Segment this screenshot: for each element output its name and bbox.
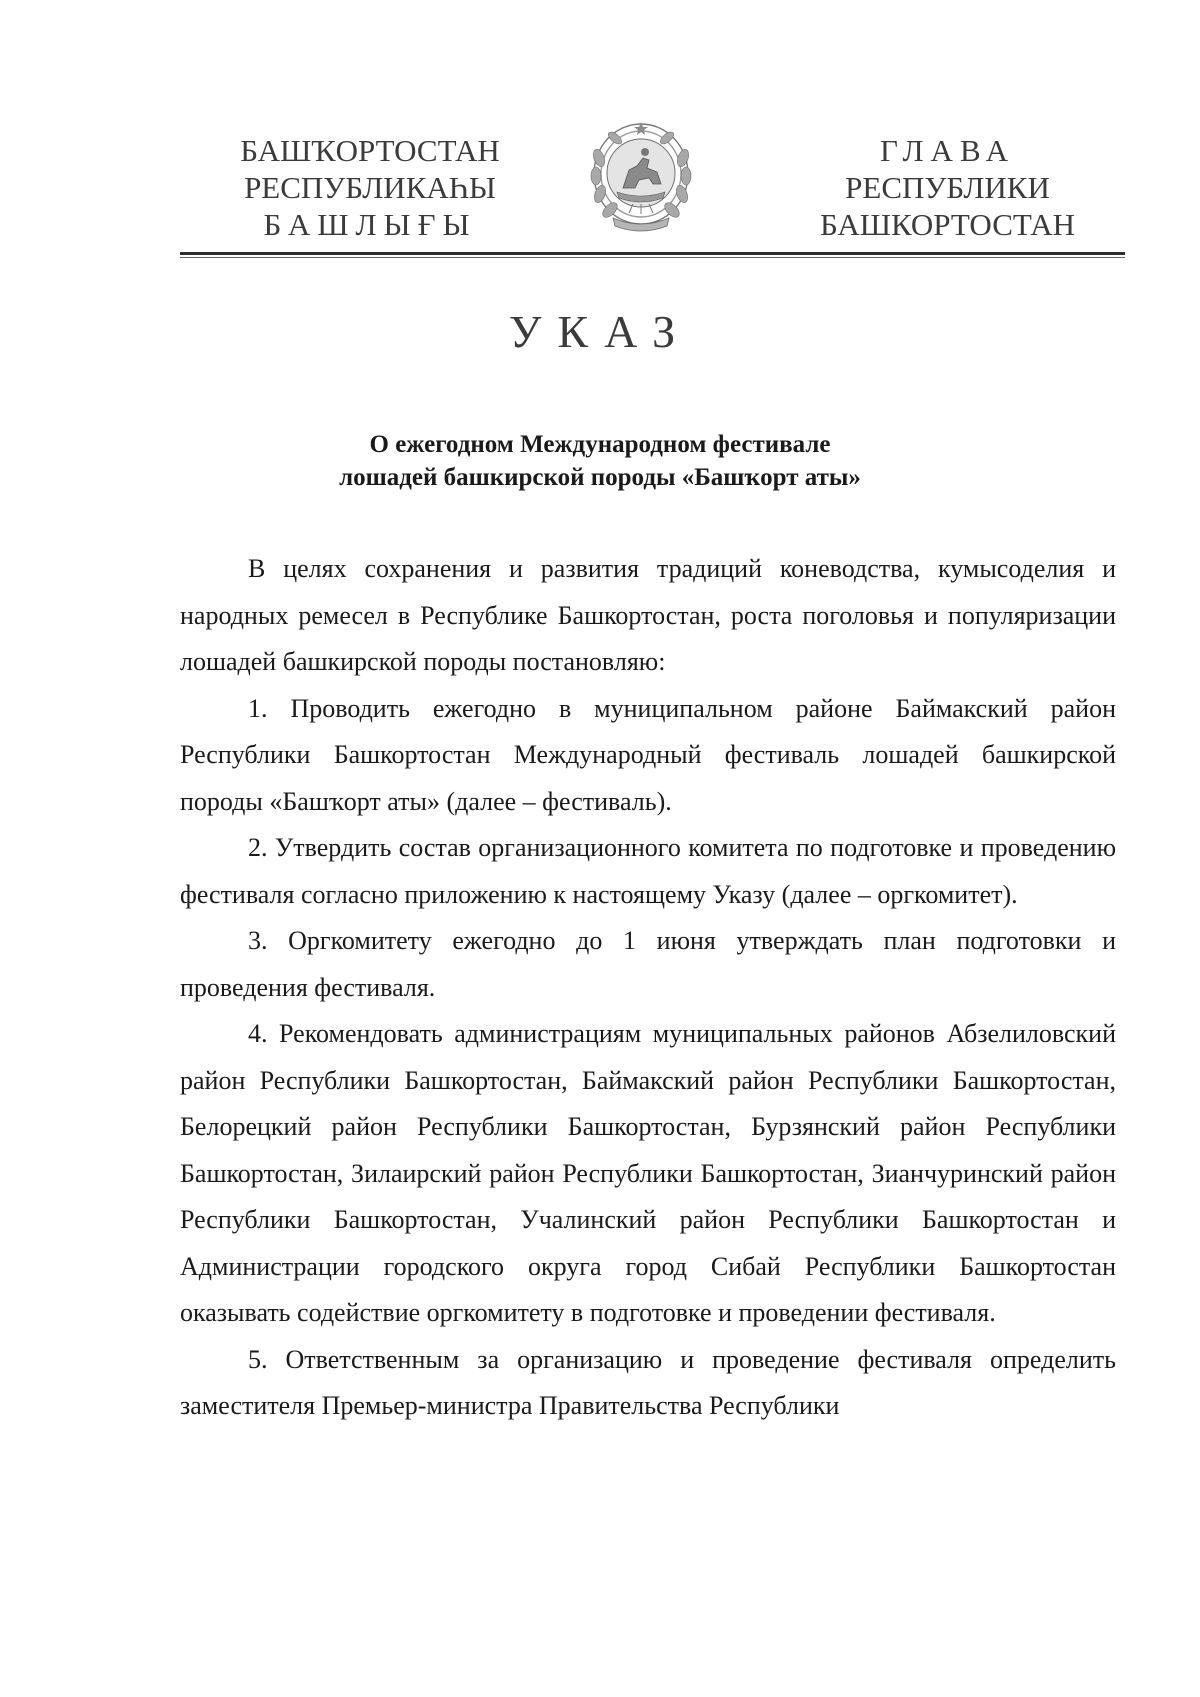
clause-paragraph: 3. Оргкомитету ежегодно до 1 июня утверждать план подготовки и проведения фестиваля. [180,926,1116,1002]
letterhead-right-line: РЕСПУБЛИКИ [845,170,1050,205]
letterhead-divider [180,252,1125,255]
coat-of-arms-icon [585,118,697,238]
document-type-title: УКАЗ [508,306,692,357]
clause-paragraph: 5. Ответственным за организацию и проведение фестиваля определить заместителя Премьер-министра Правительства Республики [180,1344,1116,1420]
document-subject [0,428,1200,494]
preamble-paragraph: В целях сохранения и развития традиций коневодства, кумысоделия и народных ремесел в Республике Башкортостан, роста поголовья и популяризации лошадей башкирской породы постановляю: [180,554,1116,676]
clause-paragraph: 4. Рекомендовать администрациям муниципальных районов Абзелиловский район Республики Башкортостан, Баймакский район Республики Башкортостан, Белорецкий район Республики Башкортостан, Бурзянский район Республики Башкортостан, Зилаирский район Республики Башкортостан, Зианчуринский район Республики Башкортостан, Учалинский район Республики Башкортостан и Администрации городского округа город Сибай Республики Башкортостан оказывать содействие оргкомитету в подготовке и проведении фестиваля. [180,1019,1116,1327]
subject-line: О ежегодном Международном фестивале [369,431,831,458]
letterhead-left-line: БАШЛЫҒЫ [263,207,477,242]
letterhead-divider-thin [180,257,1125,258]
letterhead-right-line: БАШКОРТОСТАН [819,207,1076,242]
clause-paragraph: 1. Проводить ежегодно в муниципальном районе Баймакский район Республики Башкортостан Международный фестиваль лошадей башкирской породы «Башҡорт аты» (далее – фестиваль). [180,693,1116,816]
letterhead-left-line: БАШҠОРТОСТАН [240,133,500,168]
letterhead-right-line: ГЛАВА [879,133,1016,168]
letterhead-right-russian [780,132,1115,243]
document-body [180,546,1116,1430]
clause-paragraph: 2. Утвердить состав организационного комитета по подготовке и проведению фестиваля согласно приложению к настоящему Указу (далее – оргкомитет). [180,833,1116,909]
letterhead-left-bashkir [220,132,520,243]
letterhead-left-line: РЕСПУБЛИКАҺЫ [244,170,496,205]
subject-line: лошадей башкирской породы «Башҡорт аты» [339,464,861,491]
letterhead [180,118,1125,248]
